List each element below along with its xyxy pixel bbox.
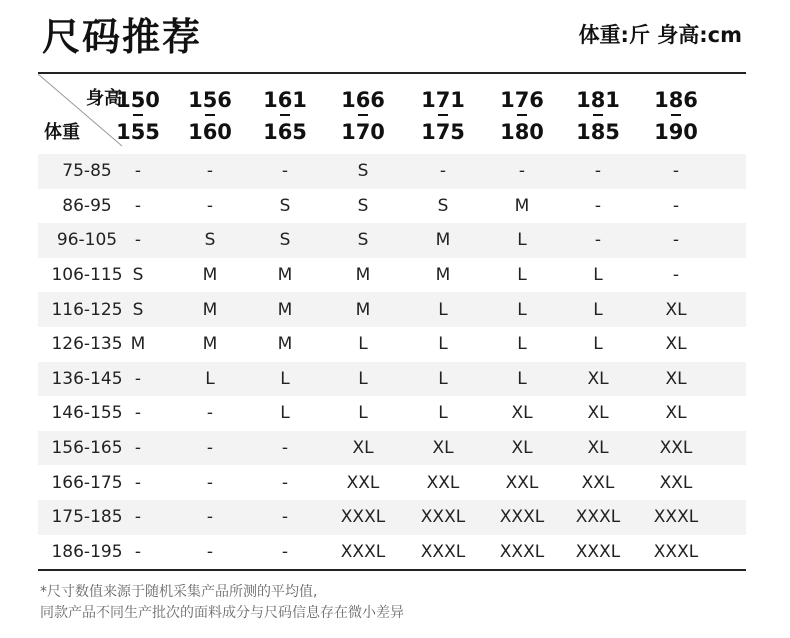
weight-range-cell: 175-185 (51, 507, 123, 528)
table-row (38, 327, 746, 362)
size-cell: - (134, 195, 142, 216)
weight-range-cell: 86-95 (62, 195, 112, 216)
table-row (38, 396, 746, 431)
size-cell: L (280, 368, 290, 389)
size-cell: S (279, 195, 291, 216)
size-cell: M (202, 334, 218, 355)
size-cell: L (358, 403, 368, 424)
size-cell: XXXL (653, 541, 699, 562)
size-cell: M (202, 265, 218, 286)
table-header (38, 74, 746, 154)
height-range-from: 156 (188, 88, 232, 112)
size-cell: M (202, 299, 218, 320)
size-cell: M (130, 334, 146, 355)
size-cell: S (132, 265, 144, 286)
size-cell: S (357, 195, 369, 216)
height-axis-label: 身高 (86, 88, 122, 109)
size-cell: M (435, 230, 451, 251)
size-cell: - (672, 161, 680, 182)
size-cell: - (134, 541, 142, 562)
size-cell: M (514, 195, 530, 216)
height-range-header (245, 84, 325, 148)
size-cell: L (205, 368, 215, 389)
table-row (38, 292, 746, 327)
size-cell: - (206, 541, 214, 562)
size-cell: - (134, 507, 142, 528)
weight-range-cell: 126-135 (51, 334, 123, 355)
height-range-to: 170 (341, 120, 385, 144)
size-cell: - (281, 507, 289, 528)
size-cell: - (594, 195, 602, 216)
size-cell: - (594, 230, 602, 251)
footnote-line-1: *尺寸数值来源于随机采集产品所测的平均值, (40, 584, 318, 600)
table-row (38, 535, 746, 570)
height-range-to: 155 (116, 120, 160, 144)
size-cell: L (593, 334, 603, 355)
size-cell: M (277, 299, 293, 320)
size-cell: - (206, 472, 214, 493)
height-range-header (482, 84, 562, 148)
size-cell: - (206, 438, 214, 459)
size-cell: - (281, 541, 289, 562)
weight-range-cell: 136-145 (51, 368, 123, 389)
footnote-line-2: 同款产品不同生产批次的面料成分与尺码信息存在微小差异 (40, 605, 404, 621)
size-cell: L (438, 299, 448, 320)
size-cell: S (204, 230, 216, 251)
size-cell: L (280, 403, 290, 424)
size-cell: XL (352, 438, 374, 459)
size-cell: - (206, 507, 214, 528)
weight-range-cell: 156-165 (51, 438, 123, 459)
height-range-from: 181 (576, 88, 620, 112)
size-cell: XXXL (575, 507, 621, 528)
size-cell: XL (665, 299, 687, 320)
height-range-from: 176 (500, 88, 544, 112)
table-row (38, 362, 746, 397)
size-cell: XXXL (420, 507, 466, 528)
size-cell: XL (511, 403, 533, 424)
size-cell: M (277, 265, 293, 286)
size-cell: - (672, 265, 680, 286)
units-label: 体重:斤 身高:cm (578, 23, 742, 47)
size-cell: S (357, 230, 369, 251)
table-row (38, 189, 746, 224)
height-range-to: 160 (188, 120, 232, 144)
size-cell: - (134, 368, 142, 389)
height-range-header (636, 84, 716, 148)
weight-range-cell: 96-105 (56, 230, 118, 251)
size-cell: XL (432, 438, 454, 459)
size-cell: - (134, 438, 142, 459)
size-cell: L (593, 265, 603, 286)
height-range-to: 180 (500, 120, 544, 144)
size-cell: - (134, 403, 142, 424)
weight-range-cell: 146-155 (51, 403, 123, 424)
size-cell: - (672, 230, 680, 251)
size-cell: L (438, 368, 448, 389)
weight-range-cell: 75-85 (62, 161, 112, 182)
size-cell: - (206, 161, 214, 182)
size-cell: - (672, 195, 680, 216)
weight-range-cell: 166-175 (51, 472, 123, 493)
size-cell: L (517, 230, 527, 251)
table-bottom-rule (38, 569, 746, 571)
size-cell: XXXL (575, 541, 621, 562)
size-cell: XXXL (340, 507, 386, 528)
size-cell: XL (587, 403, 609, 424)
size-cell: L (517, 299, 527, 320)
size-cell: XXL (659, 472, 693, 493)
height-range-header (403, 84, 483, 148)
size-cell: XL (665, 334, 687, 355)
size-cell: L (517, 265, 527, 286)
size-cell: M (355, 265, 371, 286)
height-range-from: 161 (263, 88, 307, 112)
size-cell: - (206, 195, 214, 216)
size-cell: S (132, 299, 144, 320)
size-cell: XL (665, 403, 687, 424)
table-row (38, 258, 746, 293)
size-cell: XL (587, 368, 609, 389)
size-cell: XL (665, 368, 687, 389)
size-cell: XXXL (340, 541, 386, 562)
weight-range-cell: 116-125 (51, 299, 123, 320)
height-range-header (170, 84, 250, 148)
size-cell: - (518, 161, 526, 182)
height-range-to: 175 (421, 120, 465, 144)
size-cell: XL (587, 438, 609, 459)
size-cell: - (594, 161, 602, 182)
height-range-from: 150 (116, 88, 160, 112)
table-row (38, 154, 746, 189)
size-cell: XXXL (499, 541, 545, 562)
size-cell: - (134, 161, 142, 182)
size-cell: L (438, 334, 448, 355)
size-cell: M (277, 334, 293, 355)
table-row (38, 223, 746, 258)
size-cell: S (279, 230, 291, 251)
height-range-from: 171 (421, 88, 465, 112)
height-range-to: 165 (263, 120, 307, 144)
size-cell: XXL (581, 472, 615, 493)
size-cell: - (281, 438, 289, 459)
size-cell: - (134, 472, 142, 493)
weight-axis-label: 体重 (44, 122, 80, 143)
size-cell: - (281, 161, 289, 182)
size-cell: XXL (426, 472, 460, 493)
height-range-to: 185 (576, 120, 620, 144)
size-cell: L (438, 403, 448, 424)
size-cell: - (134, 230, 142, 251)
height-range-to: 190 (654, 120, 698, 144)
size-cell: XXXL (499, 507, 545, 528)
table-row (38, 500, 746, 535)
table-row (38, 465, 746, 500)
size-cell: XXXL (420, 541, 466, 562)
size-cell: XXL (346, 472, 380, 493)
size-table-body (38, 154, 746, 569)
size-cell: L (358, 368, 368, 389)
size-cell: - (439, 161, 447, 182)
size-cell: L (358, 334, 368, 355)
height-range-header (98, 84, 178, 148)
size-cell: XXL (659, 438, 693, 459)
size-cell: M (355, 299, 371, 320)
size-cell: - (281, 472, 289, 493)
height-range-header (558, 84, 638, 148)
size-cell: L (517, 334, 527, 355)
weight-range-cell: 106-115 (51, 265, 123, 286)
size-cell: L (517, 368, 527, 389)
size-cell: M (435, 265, 451, 286)
size-cell: L (593, 299, 603, 320)
size-cell: S (437, 195, 449, 216)
table-row (38, 431, 746, 466)
size-cell: S (357, 161, 369, 182)
size-cell: XL (511, 438, 533, 459)
size-cell: - (206, 403, 214, 424)
page-title: 尺码推荐 (42, 15, 203, 59)
height-range-from: 166 (341, 88, 385, 112)
weight-range-cell: 186-195 (51, 541, 123, 562)
size-cell: XXL (505, 472, 539, 493)
height-range-from: 186 (654, 88, 698, 112)
size-cell: XXXL (653, 507, 699, 528)
height-range-header (323, 84, 403, 148)
